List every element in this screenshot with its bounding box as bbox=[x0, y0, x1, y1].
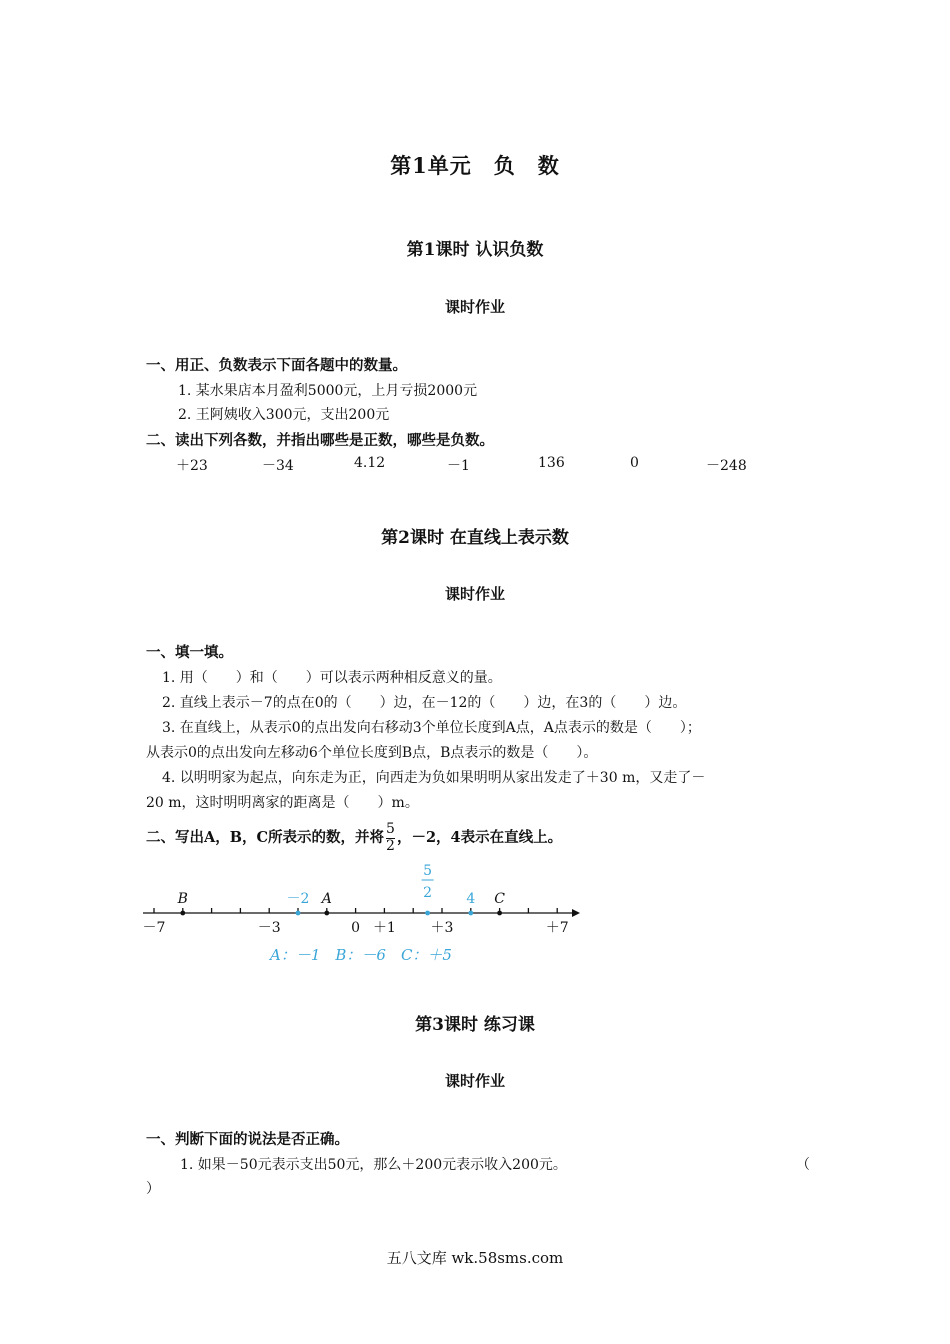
point-dot bbox=[425, 911, 430, 916]
l2-section-1: 一、填一填。 bbox=[146, 644, 233, 661]
l3-section-1: 一、判断下面的说法是否正确。 bbox=[146, 1131, 349, 1148]
point-label: 4 bbox=[466, 891, 476, 907]
unit-title: 第1单元 负 数 bbox=[390, 153, 560, 178]
number-item: 136 bbox=[538, 455, 565, 471]
l2-section-2-post: ，－2，4表示在直线上。 bbox=[396, 829, 563, 846]
lesson-2-title: 第2课时 在直线上表示数 bbox=[381, 528, 569, 548]
point-dot bbox=[468, 911, 473, 916]
point-label: A bbox=[321, 891, 332, 907]
l1-question-2: 2. 王阿姨收入300元，支出200元 bbox=[178, 407, 390, 423]
point-label: B bbox=[177, 891, 188, 907]
lesson-3-subtitle: 课时作业 bbox=[444, 1072, 505, 1090]
point-dot bbox=[180, 911, 185, 916]
point-dot bbox=[497, 911, 502, 916]
l2-question-4b: 20 m，这时明明离家的距离是（ ）m。 bbox=[146, 795, 419, 811]
footer: 五八文库 wk.58sms.com bbox=[386, 1249, 564, 1267]
number-item: －34 bbox=[262, 458, 294, 474]
l2-question-3a: 3. 在直线上，从表示0的点出发向右移动3个单位长度到A点，A点表示的数是（ ）； bbox=[162, 720, 701, 736]
tick-label: 0 bbox=[351, 920, 361, 936]
point-dot bbox=[296, 911, 301, 916]
l2-question-4a: 4. 以明明家为起点，向东走为正，向西走为负如果明明从家出发走了＋30 m，又走了－ bbox=[162, 770, 706, 786]
l2-question-1: 1. 用（ ）和（ ）可以表示两种相反意义的量。 bbox=[162, 670, 502, 686]
lesson-3-title: 第3课时 练习课 bbox=[415, 1015, 535, 1035]
l1-question-1: 1. 某水果店本月盈利5000元，上月亏损2000元 bbox=[178, 383, 478, 399]
l1-section-1: 一、用正、负数表示下面各题中的数量。 bbox=[146, 357, 407, 374]
point-label-numerator: 5 bbox=[423, 863, 433, 879]
point-label: C bbox=[494, 891, 505, 907]
number-item: ＋23 bbox=[176, 458, 208, 474]
tick-label: ＋1 bbox=[372, 920, 396, 936]
l2-section-2-pre: 二、写出A，B，C所表示的数，并将 bbox=[146, 829, 385, 846]
tick-label: ＋3 bbox=[430, 920, 454, 936]
fraction-numerator: 5 bbox=[386, 821, 395, 838]
tick-label: ＋7 bbox=[545, 920, 569, 936]
tick-label: －3 bbox=[257, 920, 281, 936]
l1-section-2: 二、读出下列各数，并指出哪些是正数，哪些是负数。 bbox=[146, 432, 494, 449]
fraction-denominator: 2 bbox=[386, 837, 395, 854]
number-item: －1 bbox=[447, 458, 470, 474]
point-label: －2 bbox=[286, 891, 310, 907]
number-item: 0 bbox=[630, 455, 639, 471]
lesson-2-subtitle: 课时作业 bbox=[444, 585, 505, 603]
lesson-1-subtitle: 课时作业 bbox=[444, 298, 505, 316]
tick-label: －7 bbox=[142, 920, 166, 936]
point-label-denominator: 2 bbox=[423, 885, 433, 901]
point-dot bbox=[324, 911, 329, 916]
number-line-answer: A：－1 B：－6 C：＋5 bbox=[270, 946, 452, 964]
l2-question-3b: 从表示0的点出发向左移动6个单位长度到B点，B点表示的数是（ ）。 bbox=[146, 745, 598, 761]
answer-paren-close: ） bbox=[146, 1181, 160, 1197]
number-item: 4.12 bbox=[354, 455, 386, 471]
number-line-arrow bbox=[572, 909, 580, 917]
lesson-1-title: 第1课时 认识负数 bbox=[406, 240, 544, 260]
answer-paren-open: （ bbox=[796, 1157, 810, 1173]
l2-question-2: 2. 直线上表示－7的点在0的（ ）边，在－12的（ ）边，在3的（ ）边。 bbox=[162, 695, 687, 711]
l3-question-1: 1. 如果－50元表示支出50元，那么＋200元表示收入200元。 bbox=[180, 1157, 567, 1173]
number-item: －248 bbox=[706, 458, 747, 474]
